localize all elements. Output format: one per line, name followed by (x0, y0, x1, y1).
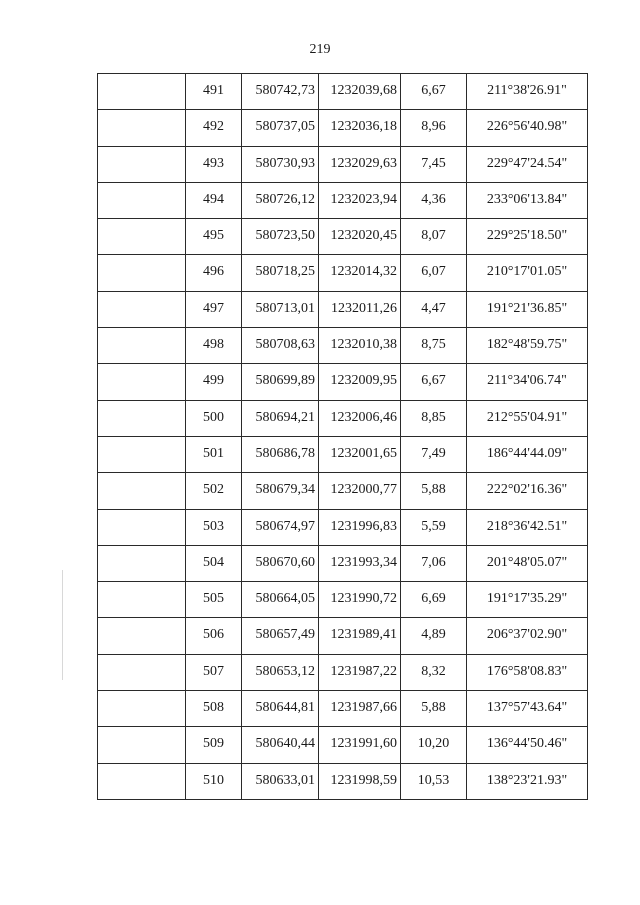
blank-cell (98, 219, 186, 255)
direction-angle-cell: 229°25'18.50" (467, 219, 588, 255)
page-number: 219 (309, 42, 331, 57)
y-coordinate-cell: 1232000,77 (319, 473, 401, 509)
point-number-cell: 500 (186, 400, 242, 436)
blank-cell (98, 110, 186, 146)
x-coordinate-cell: 580737,05 (242, 110, 319, 146)
y-coordinate-cell: 1232039,68 (319, 74, 401, 110)
blank-cell (98, 509, 186, 545)
blank-cell (98, 400, 186, 436)
blank-cell (98, 436, 186, 472)
distance-cell: 7,49 (401, 436, 467, 472)
y-coordinate-cell: 1232009,95 (319, 364, 401, 400)
direction-angle-cell: 182°48'59.75" (467, 328, 588, 364)
y-coordinate-cell: 1231998,59 (319, 763, 401, 799)
direction-angle-cell: 206°37'02.90" (467, 618, 588, 654)
x-coordinate-cell: 580699,89 (242, 364, 319, 400)
y-coordinate-cell: 1232014,32 (319, 255, 401, 291)
table-row (98, 364, 588, 400)
scan-artifact-line (62, 570, 63, 680)
x-coordinate-cell: 580644,81 (242, 691, 319, 727)
point-number-cell: 501 (186, 436, 242, 472)
table-row (98, 727, 588, 763)
y-coordinate-cell: 1231990,72 (319, 582, 401, 618)
direction-angle-cell: 229°47'24.54" (467, 146, 588, 182)
direction-angle-cell: 222°02'16.36" (467, 473, 588, 509)
blank-cell (98, 654, 186, 690)
direction-angle-cell: 138°23'21.93" (467, 763, 588, 799)
x-coordinate-cell: 580723,50 (242, 219, 319, 255)
distance-cell: 8,85 (401, 400, 467, 436)
table-row (98, 328, 588, 364)
table-row (98, 255, 588, 291)
direction-angle-cell: 210°17'01.05" (467, 255, 588, 291)
point-number-cell: 508 (186, 691, 242, 727)
y-coordinate-cell: 1232010,38 (319, 328, 401, 364)
table-row (98, 436, 588, 472)
y-coordinate-cell: 1232036,18 (319, 110, 401, 146)
direction-angle-cell: 176°58'08.83" (467, 654, 588, 690)
table-row (98, 654, 588, 690)
y-coordinate-cell: 1231996,83 (319, 509, 401, 545)
table-row (98, 219, 588, 255)
point-number-cell: 492 (186, 110, 242, 146)
distance-cell: 6,67 (401, 74, 467, 110)
distance-cell: 10,53 (401, 763, 467, 799)
table-row (98, 146, 588, 182)
direction-angle-cell: 191°17'35.29" (467, 582, 588, 618)
x-coordinate-cell: 580674,97 (242, 509, 319, 545)
point-number-cell: 496 (186, 255, 242, 291)
distance-cell: 7,45 (401, 146, 467, 182)
x-coordinate-cell: 580708,63 (242, 328, 319, 364)
table-row (98, 763, 588, 799)
point-number-cell: 497 (186, 291, 242, 327)
table-row (98, 74, 588, 110)
point-number-cell: 505 (186, 582, 242, 618)
x-coordinate-cell: 580653,12 (242, 654, 319, 690)
y-coordinate-cell: 1231987,22 (319, 654, 401, 690)
distance-cell: 5,88 (401, 473, 467, 509)
table-row (98, 618, 588, 654)
x-coordinate-cell: 580726,12 (242, 182, 319, 218)
point-number-cell: 504 (186, 545, 242, 581)
blank-cell (98, 255, 186, 291)
x-coordinate-cell: 580718,25 (242, 255, 319, 291)
blank-cell (98, 618, 186, 654)
distance-cell: 6,67 (401, 364, 467, 400)
blank-cell (98, 545, 186, 581)
distance-cell: 5,59 (401, 509, 467, 545)
direction-angle-cell: 191°21'36.85" (467, 291, 588, 327)
point-number-cell: 506 (186, 618, 242, 654)
distance-cell: 10,20 (401, 727, 467, 763)
x-coordinate-cell: 580679,34 (242, 473, 319, 509)
x-coordinate-cell: 580742,73 (242, 74, 319, 110)
blank-cell (98, 146, 186, 182)
direction-angle-cell: 137°57'43.64" (467, 691, 588, 727)
distance-cell: 8,07 (401, 219, 467, 255)
y-coordinate-cell: 1231991,60 (319, 727, 401, 763)
direction-angle-cell: 212°55'04.91" (467, 400, 588, 436)
table-row (98, 291, 588, 327)
distance-cell: 6,69 (401, 582, 467, 618)
y-coordinate-cell: 1231987,66 (319, 691, 401, 727)
direction-angle-cell: 233°06'13.84" (467, 182, 588, 218)
direction-angle-cell: 136°44'50.46" (467, 727, 588, 763)
point-number-cell: 503 (186, 509, 242, 545)
direction-angle-cell: 201°48'05.07" (467, 545, 588, 581)
point-number-cell: 495 (186, 219, 242, 255)
x-coordinate-cell: 580670,60 (242, 545, 319, 581)
point-number-cell: 509 (186, 727, 242, 763)
y-coordinate-cell: 1232001,65 (319, 436, 401, 472)
distance-cell: 4,47 (401, 291, 467, 327)
blank-cell (98, 763, 186, 799)
y-coordinate-cell: 1232023,94 (319, 182, 401, 218)
distance-cell: 6,07 (401, 255, 467, 291)
blank-cell (98, 364, 186, 400)
x-coordinate-cell: 580640,44 (242, 727, 319, 763)
table-body (98, 74, 588, 800)
coordinates-table (97, 73, 588, 800)
direction-angle-cell: 226°56'40.98" (467, 110, 588, 146)
y-coordinate-cell: 1231989,41 (319, 618, 401, 654)
blank-cell (98, 473, 186, 509)
x-coordinate-cell: 580664,05 (242, 582, 319, 618)
table-row (98, 110, 588, 146)
direction-angle-cell: 186°44'44.09" (467, 436, 588, 472)
blank-cell (98, 727, 186, 763)
blank-cell (98, 328, 186, 364)
blank-cell (98, 182, 186, 218)
distance-cell: 8,96 (401, 110, 467, 146)
point-number-cell: 498 (186, 328, 242, 364)
direction-angle-cell: 211°38'26.91" (467, 74, 588, 110)
x-coordinate-cell: 580694,21 (242, 400, 319, 436)
x-coordinate-cell: 580686,78 (242, 436, 319, 472)
y-coordinate-cell: 1231993,34 (319, 545, 401, 581)
y-coordinate-cell: 1232006,46 (319, 400, 401, 436)
point-number-cell: 491 (186, 74, 242, 110)
x-coordinate-cell: 580730,93 (242, 146, 319, 182)
point-number-cell: 502 (186, 473, 242, 509)
blank-cell (98, 74, 186, 110)
table-row (98, 545, 588, 581)
blank-cell (98, 582, 186, 618)
direction-angle-cell: 211°34'06.74" (467, 364, 588, 400)
x-coordinate-cell: 580713,01 (242, 291, 319, 327)
y-coordinate-cell: 1232020,45 (319, 219, 401, 255)
point-number-cell: 493 (186, 146, 242, 182)
y-coordinate-cell: 1232029,63 (319, 146, 401, 182)
y-coordinate-cell: 1232011,26 (319, 291, 401, 327)
x-coordinate-cell: 580633,01 (242, 763, 319, 799)
point-number-cell: 510 (186, 763, 242, 799)
direction-angle-cell: 218°36'42.51" (467, 509, 588, 545)
blank-cell (98, 691, 186, 727)
point-number-cell: 507 (186, 654, 242, 690)
table-row (98, 582, 588, 618)
distance-cell: 4,89 (401, 618, 467, 654)
distance-cell: 7,06 (401, 545, 467, 581)
blank-cell (98, 291, 186, 327)
table-row (98, 691, 588, 727)
table-row (98, 400, 588, 436)
table-row (98, 509, 588, 545)
distance-cell: 5,88 (401, 691, 467, 727)
point-number-cell: 499 (186, 364, 242, 400)
table-row (98, 182, 588, 218)
distance-cell: 8,75 (401, 328, 467, 364)
distance-cell: 4,36 (401, 182, 467, 218)
x-coordinate-cell: 580657,49 (242, 618, 319, 654)
table-row (98, 473, 588, 509)
point-number-cell: 494 (186, 182, 242, 218)
distance-cell: 8,32 (401, 654, 467, 690)
